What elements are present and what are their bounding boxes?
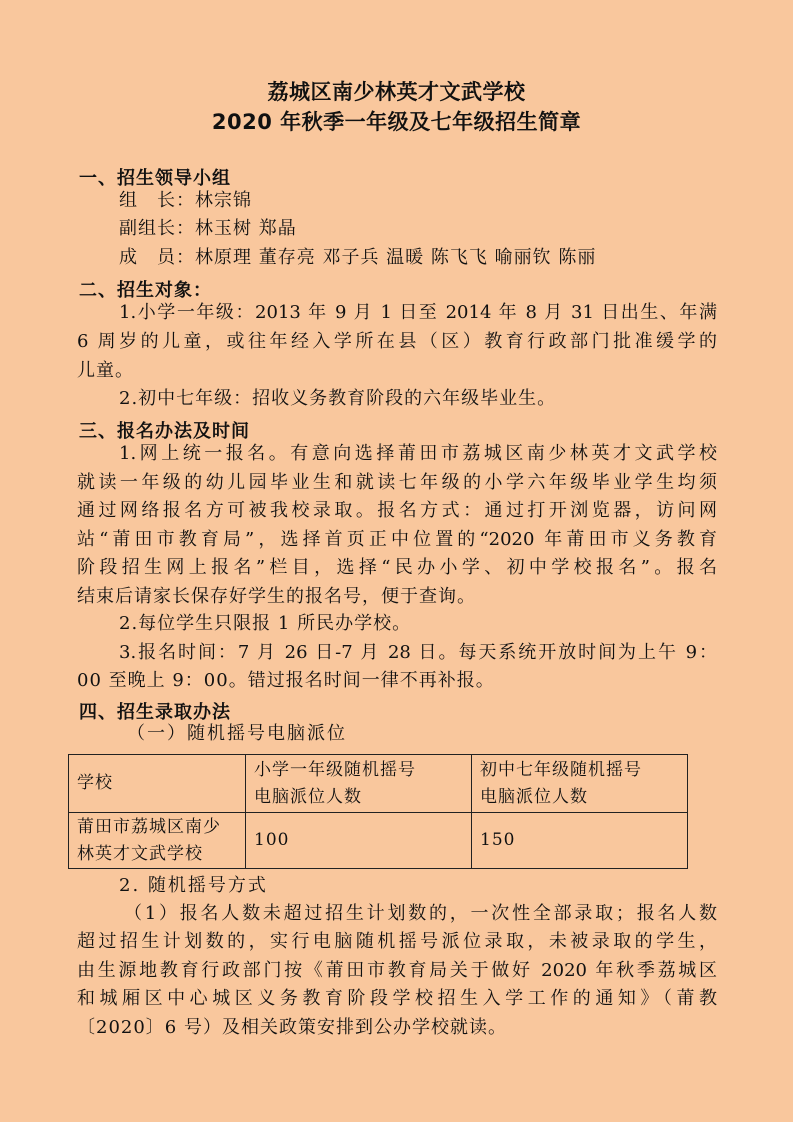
s3-p1-line4: 站“莆田市教育局”，选择首页正中位置的“2020 年莆田市义务教育 xyxy=(77,529,717,550)
members-line: 成 员：林原理 董存亮 邓子兵 温暖 陈飞飞 喻丽钦 陈丽 xyxy=(119,247,597,268)
leader-line: 组 长：林宗锦 xyxy=(119,190,252,211)
td-school-line1: 莆田市荔城区南少 xyxy=(77,816,221,837)
doc-title-line1: 荔城区南少林英才文武学校 xyxy=(267,80,526,104)
quota-table xyxy=(68,754,688,869)
s3-p1-line1: 1.网上统一报名。有意向选择莆田市荔城区南少林英才文武学校 xyxy=(119,443,717,464)
td-school-line2: 林英才文武学校 xyxy=(77,843,203,864)
s3-p2: 2.每位学生只限报 1 所民办学校。 xyxy=(119,613,412,634)
doc-title-line2: 2020 年秋季一年级及七年级招生简章 xyxy=(211,110,582,134)
s4-p1-line4: 和城厢区中心城区义务教育阶段学校招生入学工作的通知》（莆教 xyxy=(77,988,717,1009)
s3-p1-line6: 结束后请家长保存好学生的报名号，便于查询。 xyxy=(77,586,476,607)
th-primary-line1: 小学一年级随机摇号 xyxy=(254,759,416,780)
s4-p1-line1: （1）报名人数未超过招生计划数的，一次性全部录取；报名人数 xyxy=(124,903,717,924)
th-middle-line2: 电脑派位人数 xyxy=(480,786,588,807)
td-school xyxy=(69,813,246,869)
th-primary-line2: 电脑派位人数 xyxy=(254,786,362,807)
s3-p3-line1: 3.报名时间：7 月 26 日-7 月 28 日。每天系统开放时间为上午 9： xyxy=(119,642,717,663)
td-primary-count: 100 xyxy=(246,813,472,869)
th-primary xyxy=(246,755,472,813)
s4-sub1: （一）随机摇号电脑派位 xyxy=(127,723,347,744)
section-1-heading: 一、招生领导小组 xyxy=(79,168,231,189)
s4-p1-line2: 超过招生计划数的，实行电脑随机摇号派位录取，未被录取的学生， xyxy=(77,931,717,952)
s2-p2: 2.初中七年级：招收义务教育阶段的六年级毕业生。 xyxy=(119,388,557,409)
section-4-heading: 四、招生录取办法 xyxy=(79,702,231,723)
section-2-heading: 二、招生对象： xyxy=(79,280,212,301)
s2-p1-line1: 1.小学一年级：2013 年 9 月 1 日至 2014 年 8 月 31 日出生、年满 xyxy=(119,302,717,323)
th-middle-line1: 初中七年级随机摇号 xyxy=(480,759,642,780)
table-header-row xyxy=(69,755,688,813)
th-middle xyxy=(472,755,688,813)
td-middle-count: 150 xyxy=(472,813,688,869)
s3-p1-line2: 就读一年级的幼儿园毕业生和就读七年级的小学六年级毕业学生均须 xyxy=(77,472,717,493)
th-school: 学校 xyxy=(69,755,246,813)
section-3-heading: 三、报名办法及时间 xyxy=(79,421,250,442)
s2-p1-line2: 6 周岁的儿童，或往年经入学所在县（区）教育行政部门批准缓学的 xyxy=(77,331,717,352)
s2-p1-line3: 儿童。 xyxy=(77,360,134,381)
s4-p1-line3: 由生源地教育行政部门按《莆田市教育局关于做好 2020 年秋季荔城区 xyxy=(77,960,717,981)
s4-p1-line5: 〔2020〕6 号）及相关政策安排到公办学校就读。 xyxy=(77,1017,507,1038)
s3-p1-line5: 阶段招生网上报名”栏目，选择“民办小学、初中学校报名”。报名 xyxy=(77,557,717,578)
s3-p1-line3: 通过网络报名方可被我校录取。报名方式：通过打开浏览器，访问网 xyxy=(77,500,717,521)
s4-sub2: 2. 随机摇号方式 xyxy=(119,875,268,896)
vice-leader-line: 副组长：林玉树 郑晶 xyxy=(119,218,297,239)
table-row xyxy=(69,813,688,869)
s3-p3-line2: 00 至晚上 9：00。错过报名时间一律不再补报。 xyxy=(77,670,495,691)
